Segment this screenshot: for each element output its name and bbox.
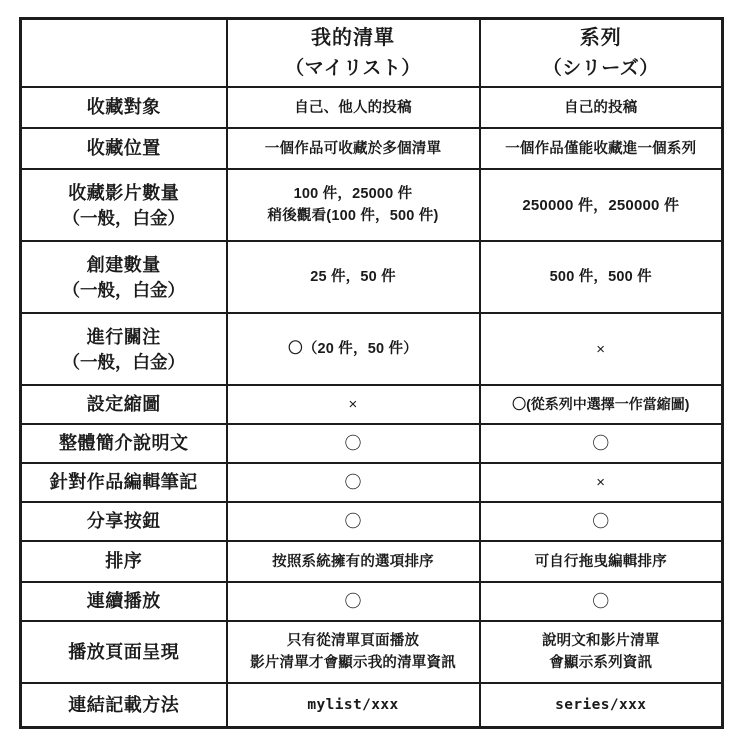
cell-series-line1: × [596,474,606,492]
cell-mylist [227,313,480,385]
cell-mylist-line1: 〇（20 件，50 件） [288,341,418,358]
row-label-text: 分享按鈕 [86,511,161,532]
cell-series-line1: 〇 [592,591,610,611]
cell-mylist-line1: 一個作品可收藏於多個清單 [264,140,442,157]
cell-mylist [227,87,480,128]
cell-series-line2: 會顯示系列資訊 [549,655,653,672]
row-label-cell [21,385,227,424]
header-mylist-subtitle: （マイリスト） [285,58,421,79]
header-series-title: 系列 [579,27,622,49]
table-row [21,241,723,313]
cell-series [480,385,723,424]
comparison-table-container [19,17,721,719]
cell-mylist-line1: 只有從清單頁面播放 [286,632,420,649]
row-label-subtext: （一般，白金） [62,279,185,300]
cell-series [480,502,723,541]
header-cell-series [480,19,723,88]
table-row [21,128,723,169]
cell-mylist-line1: 100 件，25000 件 [293,185,413,202]
cell-mylist [227,621,480,683]
cell-series-line1: 〇(從系列中選擇一作當縮圖) [512,396,690,413]
cell-series-line1: 〇 [592,433,610,453]
row-label-cell [21,541,227,582]
table-row [21,463,723,502]
cell-mylist-line1: 〇 [344,511,362,531]
header-corner-cell [21,19,227,88]
cell-series-line1: 500 件，500 件 [549,269,652,286]
cell-mylist [227,241,480,313]
cell-mylist-line1: 按照系統擁有的選項排序 [272,553,434,570]
cell-series [480,313,723,385]
cell-series-line1: 自己的投稿 [564,99,638,116]
cell-mylist [227,683,480,727]
cell-series [480,128,723,169]
cell-series [480,424,723,463]
table-row [21,424,723,463]
row-label-cell [21,621,227,683]
cell-mylist [227,463,480,502]
cell-mylist-line1: 25 件，50 件 [310,269,396,286]
cell-mylist [227,128,480,169]
cell-series-line1: 說明文和影片清單 [541,632,660,649]
header-mylist-title: 我的清單 [311,27,395,49]
row-label-text: 設定縮圖 [86,394,161,415]
cell-series [480,87,723,128]
cell-series [480,169,723,241]
row-label-cell [21,87,227,128]
row-label-text: 播放頁面呈現 [68,641,180,662]
row-label-text: 連續播放 [86,591,161,612]
cell-series [480,463,723,502]
row-label-cell [21,313,227,385]
cell-series [480,582,723,621]
row-label-text: 收藏對象 [86,97,161,118]
cell-mylist-line1: 自己、他人的投稿 [294,99,412,116]
table-body [21,19,723,728]
row-label-cell [21,502,227,541]
row-label-cell [21,241,227,313]
row-label-text: 進行關注 [86,326,161,347]
cell-series [480,241,723,313]
cell-mylist-line2: 影片清單才會顯示我的清單資訊 [250,655,456,672]
cell-mylist-line2: 稍後觀看(100 件，500 件) [267,208,439,225]
table-row [21,169,723,241]
row-label-subtext: （一般，白金） [62,351,185,372]
row-label-text: 收藏影片數量 [68,182,180,203]
cell-series-line1: 250000 件，250000 件 [522,196,680,214]
cell-mylist-line1: 〇 [344,472,362,492]
cell-series-line1: 可自行拖曳編輯排序 [534,553,667,570]
table-row [21,385,723,424]
cell-series-line1: × [596,340,606,358]
cell-mylist [227,541,480,582]
cell-mylist-line1: × [348,396,358,414]
header-cell-mylist [227,19,480,88]
table-row [21,502,723,541]
row-label-text: 連結記載方法 [68,694,180,715]
header-series-subtitle: （シリーズ） [542,58,659,79]
row-label-text: 排序 [105,551,143,572]
comparison-table [19,17,724,729]
table-row [21,683,723,727]
row-label-cell [21,424,227,463]
cell-mylist [227,169,480,241]
row-label-cell [21,463,227,502]
cell-mylist [227,385,480,424]
cell-series [480,621,723,683]
cell-series-line1: 一個作品僅能收藏進一個系列 [505,140,697,157]
table-row [21,541,723,582]
table-row [21,87,723,128]
table-header-row [21,19,723,88]
cell-series [480,541,723,582]
row-label-subtext: （一般，白金） [62,207,185,228]
row-label-text: 創建數量 [86,254,161,275]
table-row [21,582,723,621]
cell-mylist-line1: 〇 [344,591,362,611]
cell-series-line1: series/xxx [555,696,647,713]
table-row [21,313,723,385]
row-label-cell [21,582,227,621]
cell-mylist [227,502,480,541]
row-label-cell [21,169,227,241]
cell-mylist-line1: 〇 [344,433,362,453]
cell-mylist-line1: mylist/xxx [307,696,399,713]
cell-mylist [227,582,480,621]
table-row [21,621,723,683]
row-label-text: 整體簡介說明文 [59,433,189,454]
cell-mylist [227,424,480,463]
row-label-cell [21,683,227,727]
row-label-text: 收藏位置 [86,138,161,159]
row-label-text: 針對作品編輯筆記 [49,472,198,493]
cell-series-line1: 〇 [592,511,610,531]
row-label-cell [21,128,227,169]
cell-series [480,683,723,727]
